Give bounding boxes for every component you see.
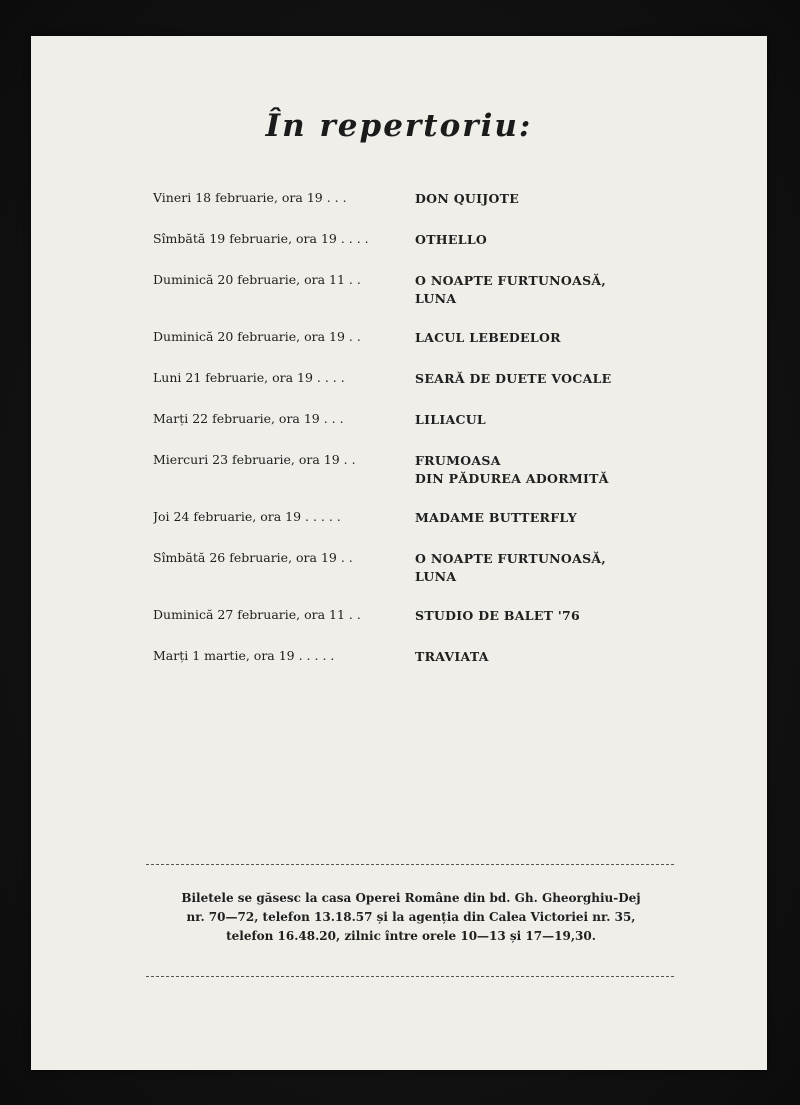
program-entry: [153, 370, 673, 411]
entry-date: Sîmbătă 19 februarie, ora 19 . . . .: [153, 231, 369, 246]
program-entry: [153, 607, 673, 648]
program-entry: [153, 509, 673, 550]
entry-show: LILIACUL: [415, 412, 487, 427]
program-entry: [153, 329, 673, 370]
entry-show: DON QUIJOTE: [415, 191, 520, 206]
program-entry: [153, 272, 673, 329]
program-entry: [153, 648, 673, 689]
program-entry: [153, 452, 673, 509]
entry-date: Joi 24 februarie, ora 19 . . . . .: [153, 509, 341, 524]
page-title: În repertoriu:: [265, 108, 533, 144]
program-entry: [153, 190, 673, 231]
entry-show: MADAME BUTTERFLY: [415, 510, 577, 525]
entry-date: Sîmbătă 26 februarie, ora 19 . .: [153, 550, 353, 565]
entry-show: TRAVIATA: [415, 649, 489, 664]
entry-show: OTHELLO: [415, 232, 488, 247]
divider: [146, 864, 674, 865]
entry-date: Duminică 20 februarie, ora 19 . .: [153, 329, 361, 344]
program-entry: [153, 411, 673, 452]
entry-show: SEARĂ DE DUETE VOCALE: [415, 371, 612, 386]
entry-date: Marți 1 martie, ora 19 . . . . .: [153, 648, 335, 663]
entry-show: FRUMOASA DIN PĂDUREA ADORMITĂ: [415, 453, 609, 486]
entry-show: STUDIO DE BALET '76: [415, 608, 581, 623]
program-list: [153, 190, 673, 689]
ticket-info: Biletele se găsesc la casa Operei Române din bd. Gh. Gheorghiu-Dej nr. 70—72, telefon 13.18.57 și la agenția din Calea Victoriei nr. 35, telefon 16.48.20, zilnic între orele 10—13 și 17—19,30.: [181, 891, 641, 943]
entry-date: Duminică 20 februarie, ora 11 . .: [153, 272, 361, 287]
entry-date: Luni 21 februarie, ora 19 . . . .: [153, 370, 345, 385]
entry-date: Marți 22 februarie, ora 19 . . .: [153, 411, 344, 426]
divider: [146, 976, 674, 977]
entry-date: Vineri 18 februarie, ora 19 . . .: [153, 190, 347, 205]
entry-date: Duminică 27 februarie, ora 11 . .: [153, 607, 361, 622]
entry-show: O NOAPTE FURTUNOASĂ, LUNA: [415, 551, 607, 584]
entry-show: LACUL LEBEDELOR: [415, 330, 561, 345]
program-sheet: [31, 36, 767, 1070]
entry-date: Miercuri 23 februarie, ora 19 . .: [153, 452, 356, 467]
entry-show: O NOAPTE FURTUNOASĂ, LUNA: [415, 273, 607, 306]
program-entry: [153, 231, 673, 272]
program-entry: [153, 550, 673, 607]
